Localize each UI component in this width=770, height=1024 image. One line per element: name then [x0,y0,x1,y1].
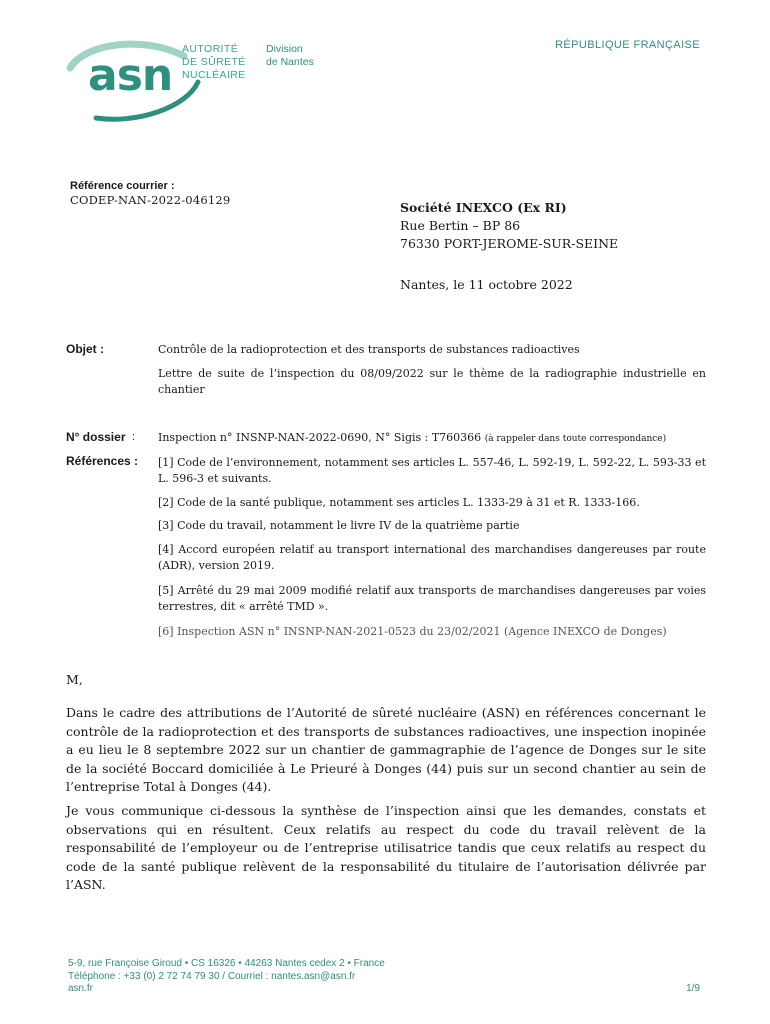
recipient-address [400,199,618,253]
dossier-label: N° dossier [66,430,126,444]
asn-name-line: DE SÛRETÉ [182,56,246,68]
dossier-number: Inspection n° INSNP-NAN-2022-0690, N° Sigis : T760366 [158,431,482,444]
reference-item: [3] Code du travail, notamment le livre IV de la quatrième partie [158,519,520,532]
dossier-note: (à rappeler dans toute correspondance) [484,434,667,444]
reference-item: [2] Code de la santé publique, notamment ses articles L. 1333-29 à 31 et R. 1333-166. [158,496,640,509]
reference-value: CODEP-NAN-2022-046129 [70,193,231,207]
reference-item: [5] Arrêté du 29 mai 2009 modifié relatif aux transports de marchandises dangereuses par voies terrestres, dit « arrêté TMD ». [158,584,706,613]
republique-francaise: RÉPUBLIQUE FRANÇAISE [555,39,700,51]
footer-address-line: 5-9, rue Françoise Giroud • CS 16326 • 44263 Nantes cedex 2 • France [68,958,385,969]
objet-line2: Lettre de suite de l’inspection du 08/09/2022 sur le thème de la radiographie industrielle en chantier [158,367,706,396]
dossier-value [158,430,706,447]
objet-label: Objet : [66,342,104,356]
reference-item: [1] Code de l’environnement, notamment ses articles L. 557-46, L. 592-19, L. 592-22, L. 593-33 et L. 596-3 et suivants. [158,456,706,485]
footer-address [68,958,385,996]
objet-line1: Contrôle de la radioprotection et des transports de substances radioactives [158,343,580,356]
division-line: Division [266,43,303,55]
dossier-colon: : [132,431,136,443]
body-paragraph: Dans le cadre des attributions de l’Autorité de sûreté nucléaire (ASN) en références concernant le contrôle de la radioprotection et des transports de substances radioactives, une inspection inopinée a eu lieu le 8 septembre 2022 sur un chantier de gammagraphie de l’agence de Donges sur le site de la société Boccard domiciliée à Le Prieuré à Donges (44) puis sur un second chantier au sein de l’entreprise Total à Donges (44). [66,705,706,794]
recipient-street: Rue Bertin – BP 86 [400,218,521,233]
division-name [266,43,314,69]
reference-item: [6] Inspection ASN n° INSNP-NAN-2021-0523 du 23/02/2021 (Agence INEXCO de Donges) [158,625,667,638]
division-line: de Nantes [266,56,314,68]
page-number: 1/9 [686,983,700,994]
asn-full-name [182,43,246,82]
recipient-name: Société INEXCO (Ex RI) [400,200,567,215]
date-line: Nantes, le 11 octobre 2022 [400,277,573,292]
asn-logo-text: asn [88,50,173,101]
recipient-city: 76330 PORT-JEROME-SUR-SEINE [400,236,619,251]
footer-website: asn.fr [68,983,94,994]
reference-item: [4] Accord européen relatif au transport international des marchandises dangereuses par route (ADR), version 2019. [158,543,706,572]
references-label: Références : [66,454,139,468]
salutation: M, [66,672,83,687]
asn-name-line: NUCLÉAIRE [182,69,246,81]
body-paragraph: Je vous communique ci-dessous la synthèse de l’inspection ainsi que les demandes, constats et observations qui en résultent. Ceux relatifs au respect du code du travail relèvent de la responsabilité de l’employeur ou de l’entreprise utilisatrice tandis que ceux relatifs au respect du code de la santé publique relèvent de la responsabilité du titulaire de l’autorisation délivrée par l’ASN. [66,803,706,892]
footer-contact-line: Téléphone : +33 (0) 2 72 74 79 30 / Courriel : nantes.asn@asn.fr [68,970,356,982]
asn-name-line: AUTORITÉ [182,43,239,55]
reference-label: Référence courrier : [70,180,175,192]
